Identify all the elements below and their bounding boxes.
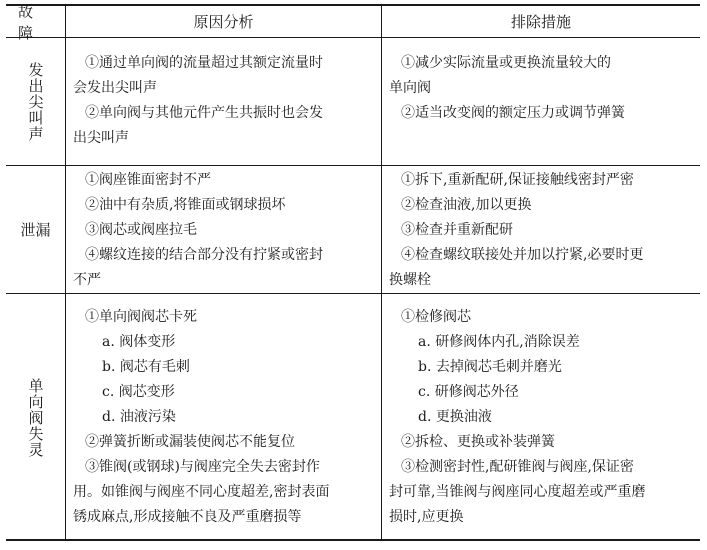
remedy-line: ②适当改变阀的额定压力或调节弹簧 [401,105,625,121]
remedy-line: 单向阀 [389,80,431,96]
fault-cell [6,38,66,165]
remedy-line: ①拆下,重新配研,保证接触线密封严密 [401,172,634,188]
fault-label: 泄漏 [20,221,51,239]
remedy-line: ③检测密封性,配研锥阀与阀座,保证密 [401,459,634,475]
cause-line: ①阀座锥面密封不严 [85,172,211,188]
remedy-line: ①检修阀芯 [401,309,471,325]
cause-line: b. 阀芯有毛刺 [102,359,190,375]
cause-line: ②油中有杂质,将锥面或钢球损坏 [85,197,286,213]
fault-table [6,4,700,541]
header-cause: 原因分析 [66,6,382,37]
remedy-line: ②拆检、更换或补装弹簧 [401,434,555,450]
cause-cell [66,294,382,541]
table-row [6,38,700,166]
table-row [6,294,700,541]
remedy-line: 封可靠,当锥阀与阀座同心度超差或严重磨 [389,484,646,500]
cause-line: c. 阀芯变形 [102,384,175,400]
remedy-line: ③检查并重新配研 [401,222,513,238]
cause-line: ①单向阀阀芯卡死 [85,309,197,325]
table-row [6,166,700,294]
cause-line: ②单向阀与其他元件产生共振时也会发 [85,105,323,121]
header-remedy: 排除措施 [510,13,571,31]
fault-cell [6,294,66,541]
fault-label: 单向阀失灵 [26,377,45,458]
cause-line: d. 油液污染 [102,409,176,425]
remedy-line: a. 研修阀体内孔,消除误差 [418,334,580,350]
fault-label: 发出尖叫声 [26,61,45,142]
cause-line: 用。如锥阀与阀座不同心度超差,密封表面 [73,484,330,500]
remedy-line: d. 更换油液 [418,409,492,425]
remedy-cell [382,294,700,541]
cause-line: ③锥阀(或钢球)与阀座完全失去密封作 [85,459,320,475]
remedy-cell [382,38,700,165]
remedy-line: ④检查螺纹联接处并加以拧紧,必要时更 [401,247,644,263]
remedy-line: ①减少实际流量或更换流量较大的 [401,55,611,71]
cause-cell [66,166,382,293]
table-header [6,2,700,42]
remedy-cell [382,166,700,293]
cause-line: 出尖叫声 [73,130,129,146]
header-fault: 故 障 [6,6,66,37]
cause-line: 不严 [73,272,101,288]
cause-line: 会发出尖叫声 [73,80,157,96]
cause-line: ③阀芯或阀座拉毛 [85,222,197,238]
remedy-line: ②检查油液,加以更换 [401,197,532,213]
cause-line: ④螺纹连接的结合部分没有拧紧或密封 [85,247,323,263]
cause-line: ①通过单向阀的流量超过其额定流量时 [85,55,323,71]
cause-cell [66,38,382,165]
remedy-line: 损时,应更换 [389,509,464,525]
remedy-line: c. 研修阀芯外径 [418,384,519,400]
cause-line: 锈成麻点,形成接触不良及严重磨损等 [73,509,302,525]
remedy-line: 换螺栓 [389,272,431,288]
cause-line: a. 阀体变形 [102,334,176,350]
remedy-line: b. 去掉阀芯毛刺并磨光 [418,359,562,375]
fault-cell [6,166,66,293]
cause-line: ②弹簧折断或漏装使阀芯不能复位 [85,434,295,450]
